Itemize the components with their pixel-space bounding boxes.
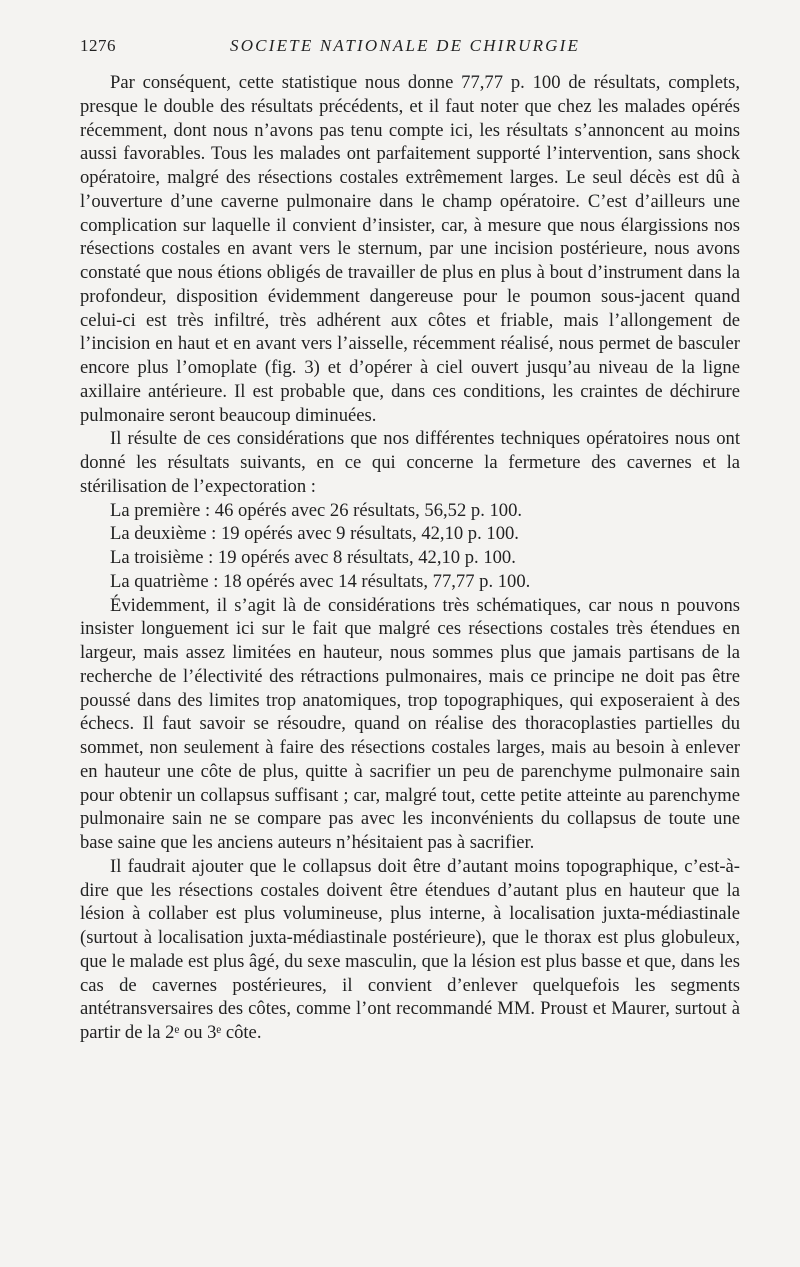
page-number: 1276 [80,36,116,55]
running-title: SOCIETE NATIONALE DE CHIRURGIE [230,36,581,55]
paragraph-collapsus: Il faudrait ajouter que le collapsus doit être d’autant moins topographique, c’est-à-dire que les résections costales doivent être étendues d’autant plus en hauteur que la lésion à collaber est plus volumineuse, plus interne, à localisation juxta-médiastinale (surtout à localisation juxta-médiastinale postérieure), que le thorax est plus globuleux, que le malade est plus âgé, du sexe masculin, que la lésion est plus basse et que, dans les cas de cavernes postérieures, il convient d’enlever quelquefois les segments antétransversaires des côtes, comme l’ont recommandé MM. Proust et Maurer, surtout à partir de la 2ᵉ ou 3ᵉ côte. [80,855,740,1043]
paragraph-results-intro: Il résulte de ces considérations que nos différentes techniques opératoires nous ont donné les résultats suivants, en ce qui concerne la fermeture des cavernes et la stérilisation de l’expectoration : [80,428,740,497]
body-text [80,71,740,1045]
result-line-third: La troisième : 19 opérés avec 8 résultats, 42,10 p. 100. [110,547,516,568]
page-header [80,36,740,58]
result-line-first: La première : 46 opérés avec 26 résultats, 56,52 p. 100. [110,499,523,521]
result-line-fourth: La quatrième : 18 opérés avec 14 résultats, 77,77 p. 100. [110,570,531,592]
paragraph-considerations: Évidemment, il s’agit là de considérations très schématiques, car nous n pouvons insister longuement ici sur le fait que malgré ces résections costales très étendues en largeur, mais assez limitées en hauteur, nous sommes plus que jamais partisans de la recherche de l’électivité des rétractions pulmonaires, mais ce principe ne doit pas être poussé dans des limites trop anatomiques, trop topographiques, qui exposeraient à des échecs. Il faut savoir se résoudre, quand on réalise des thoracoplasties partielles du sommet, non seulement à faire des résections costales larges, mais au besoin à enlever en hauteur une côte de plus, quitte à sacrifier un peu de parenchyme pulmonaire sain pour obtenir un collapsus suffisant ; car, malgré tout, cette petite atteinte au parenchyme pulmonaire sain ne se compare pas avec les inconvénients du collapsus de toute une base saine que les anciens auteurs n’hésitaient pas à sacrifier. [80,594,740,853]
paragraph-statistics: Par conséquent, cette statistique nous donne 77,77 p. 100 de résultats, complets, presque le double des résultats précédents, et il faut noter que chez les malades opérés récemment, dont nous n’avons pas tenu compte ici, les résultats s’annoncent au moins aussi favorables. Tous les malades ont parfaitement supporté l’intervention, sans shock opératoire, malgré des résections costales extrêmement larges. Le seul décès est dû à l’ouverture d’une caverne pulmonaire dans le champ opératoire. C’est d’ailleurs une complication sur laquelle il convient d’insister, car, à mesure que nous élargissions nos résections costales en avant vers le sternum, par une incision postérieure, nous avons constaté que nous étions obligés de travailler de plus en plus à bout d’instrument dans la profondeur, disposition évidemment dangereuse pour le poumon sous-jacent quand celui-ci est très infiltré, très adhérent aux côtes et friable, mais l’allongement de l’incision en haut et en avant vers l’aisselle, récemment réalisé, nous permet de basculer encore plus l’omoplate (fig. 3) et d’opérer à ciel ouvert jusqu’au niveau de la ligne axillaire antérieure. Il est probable que, dans ces conditions, les craintes de déchirure pulmonaire seront beaucoup diminuées. [80,72,740,426]
result-line-second: La deuxième : 19 opérés avec 9 résultats, 42,10 p. 100. [110,523,519,545]
